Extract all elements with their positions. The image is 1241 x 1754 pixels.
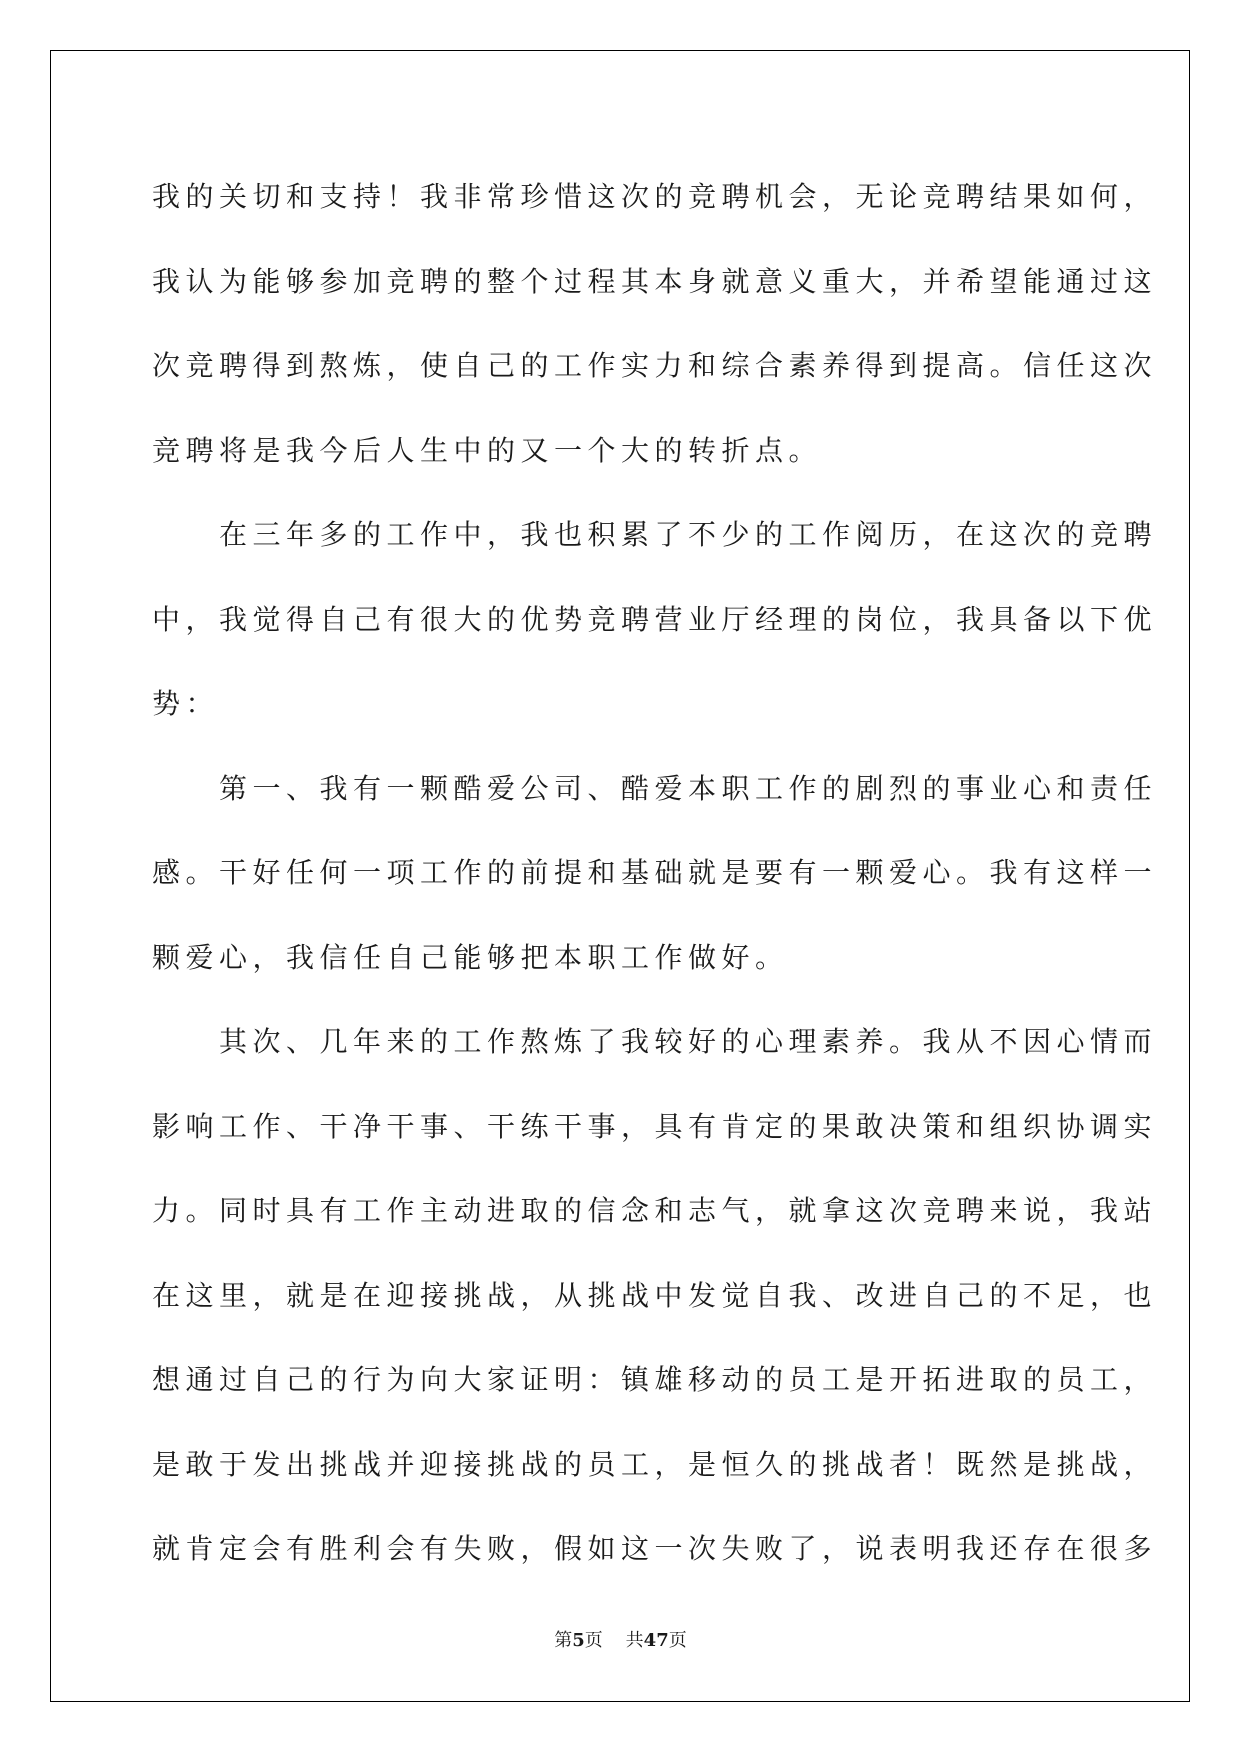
document-body [152,155,1158,1592]
page-suffix: 页 [584,1630,603,1651]
page-footer [0,1626,1241,1652]
text-line: 中，我觉得自己有很大的优势竞聘营业厅经理的岗位，我具备以下优 [152,602,1158,636]
text-line: 我认为能够参加竞聘的整个过程其本身就意义重大，并希望能通过这 [152,264,1158,298]
text-line: 我的关切和支持！我非常珍惜这次的竞聘机会，无论竞聘结果如何， [152,180,1158,213]
text-line: 在这里，就是在迎接挑战，从挑战中发觉自我、改进自己的不足，也 [152,1278,1158,1312]
text-line: 第一、我有一颗酷爱公司、酷爱本职工作的剧烈的事业心和责任 [152,771,1158,805]
text-line: 是敢于发出挑战并迎接挑战的员工，是恒久的挑战者！既然是挑战， [152,1447,1158,1481]
text-line: 次竞聘得到熬炼，使自己的工作实力和综合素养得到提高。信任这次 [152,349,1158,382]
total-pages: 47 [643,1630,669,1651]
text-line: 竞聘将是我今后人生中的又一个大的转折点。 [152,433,823,467]
text-line: 就肯定会有胜利会有失败，假如这一次失败了，说表明我还存在很多 [152,1532,1158,1565]
text-line: 其次、几年来的工作熬炼了我较好的心理素养。我从不因心情而 [152,1025,1158,1058]
text-line: 影响工作、干净干事、干练干事，具有肯定的果敢决策和组织协调实 [152,1109,1158,1143]
page-prefix: 第 [554,1630,573,1651]
text-line: 势： [152,687,220,720]
text-line: 颗爱心，我信任自己能够把本职工作做好。 [152,940,789,974]
text-line: 在三年多的工作中，我也积累了不少的工作阅历，在这次的竞聘 [152,518,1158,551]
total-prefix: 共 [625,1630,644,1651]
page-number: 5 [572,1630,585,1651]
total-suffix: 页 [668,1630,687,1651]
text-line: 感。干好任何一项工作的前提和基础就是要有一颗爱心。我有这样一 [152,856,1158,889]
text-line: 力。同时具有工作主动进取的信念和志气，就拿这次竞聘来说，我站 [152,1194,1158,1227]
text-line: 想通过自己的行为向大家证明：镇雄移动的员工是开拓进取的员工， [152,1363,1158,1396]
